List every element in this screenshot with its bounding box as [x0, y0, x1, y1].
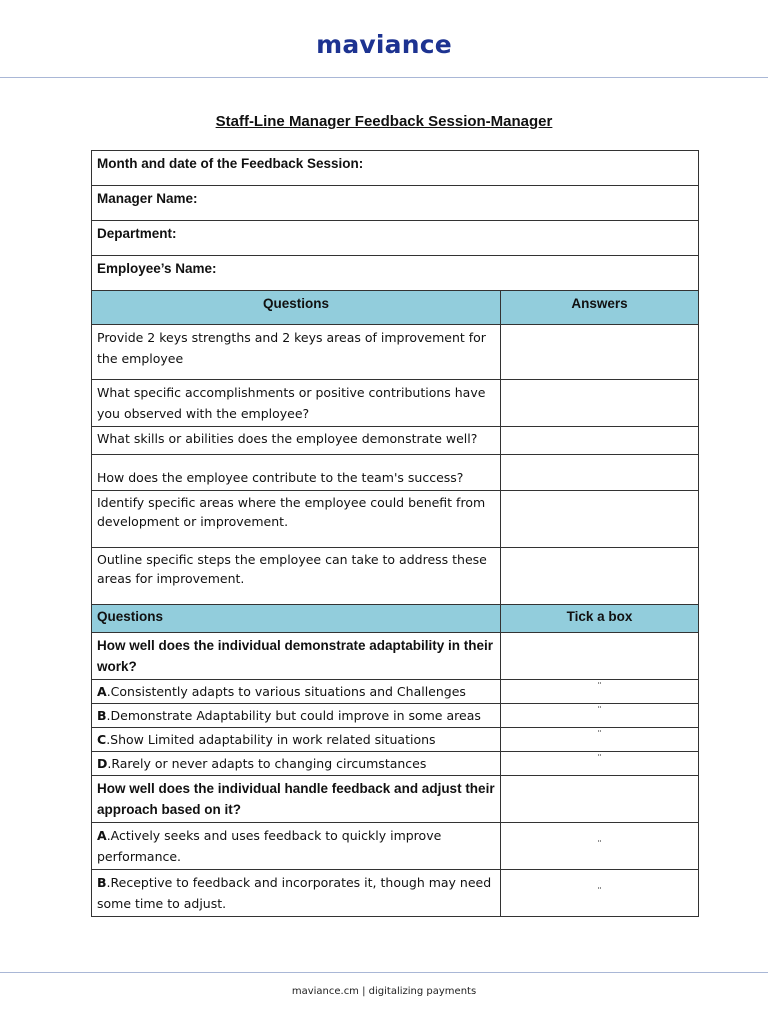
answer-cell[interactable] — [501, 427, 699, 455]
tick-box[interactable] — [501, 823, 699, 870]
option-letter: A — [97, 828, 107, 843]
question-text: Identify specific areas where the employee could benefit from development or improvement. — [92, 491, 501, 548]
tick-box[interactable] — [501, 870, 699, 917]
empty-cell — [501, 633, 699, 680]
checkbox-icon: ¨ — [597, 840, 602, 851]
option-letter: D — [97, 756, 108, 771]
option-text: .Rarely or never adapts to changing circumstances — [107, 756, 427, 771]
field-session-date[interactable]: Month and date of the Feedback Session: — [92, 151, 699, 186]
header-questions-2: Questions — [92, 605, 501, 633]
header-questions: Questions — [92, 291, 501, 325]
option-text: .Receptive to feedback and incorporates it, though may need some time to adjust. — [97, 875, 492, 911]
option-row — [92, 680, 501, 704]
feedback-form-table — [91, 150, 699, 917]
header-tick-box: Tick a box — [501, 605, 699, 633]
answer-cell[interactable] — [501, 491, 699, 548]
question-text: What specific accomplishments or positive contributions have you observed with the employee? — [92, 380, 501, 427]
answer-cell[interactable] — [501, 455, 699, 491]
answer-cell[interactable] — [501, 548, 699, 605]
option-row — [92, 704, 501, 728]
option-letter: C — [97, 732, 107, 747]
option-text: .Actively seeks and uses feedback to quickly improve performance. — [97, 828, 442, 864]
maviance-logo — [0, 30, 768, 59]
checkbox-icon: ¨ — [597, 706, 602, 717]
footer-text: maviance.cm | digitalizing payments — [291, 986, 477, 997]
document-title: Staff-Line Manager Feedback Session-Manager — [215, 113, 553, 130]
tick-box[interactable] — [501, 752, 699, 776]
option-row — [92, 870, 501, 917]
field-department[interactable]: Department: — [92, 221, 699, 256]
tick-box[interactable] — [501, 680, 699, 704]
header-divider — [0, 77, 768, 78]
question-text: Outline specific steps the employee can take to address these areas for improvement. — [92, 548, 501, 605]
answer-cell[interactable] — [501, 380, 699, 427]
field-manager-name[interactable]: Manager Name: — [92, 186, 699, 221]
footer-divider — [0, 972, 768, 973]
checkbox-icon: ¨ — [597, 887, 602, 898]
checkbox-icon: ¨ — [597, 730, 602, 741]
answer-cell[interactable] — [501, 325, 699, 380]
empty-cell — [501, 776, 699, 823]
checkbox-icon: ¨ — [597, 682, 602, 693]
mc-question: How well does the individual demonstrate adaptability in their work? — [92, 633, 501, 680]
question-text: Provide 2 keys strengths and 2 keys areas of improvement for the employee — [92, 325, 501, 380]
header-answers: Answers — [501, 291, 699, 325]
option-row — [92, 752, 501, 776]
question-text: How does the employee contribute to the team's success? — [92, 455, 501, 491]
mc-question: How well does the individual handle feedback and adjust their approach based on it? — [92, 776, 501, 823]
tick-box[interactable] — [501, 728, 699, 752]
option-text: .Show Limited adaptability in work related situations — [106, 732, 436, 747]
option-text: .Demonstrate Adaptability but could improve in some areas — [106, 708, 481, 723]
question-text: What skills or abilities does the employee demonstrate well? — [92, 427, 501, 455]
option-letter: B — [97, 708, 107, 723]
logo-text: maviance — [316, 30, 452, 59]
option-row — [92, 823, 501, 870]
checkbox-icon: ¨ — [597, 754, 602, 765]
option-row — [92, 728, 501, 752]
option-letter: B — [97, 875, 107, 890]
tick-box[interactable] — [501, 704, 699, 728]
field-employee-name[interactable]: Employee’s Name: — [92, 256, 699, 291]
option-text: .Consistently adapts to various situations and Challenges — [106, 684, 466, 699]
option-letter: A — [97, 684, 107, 699]
